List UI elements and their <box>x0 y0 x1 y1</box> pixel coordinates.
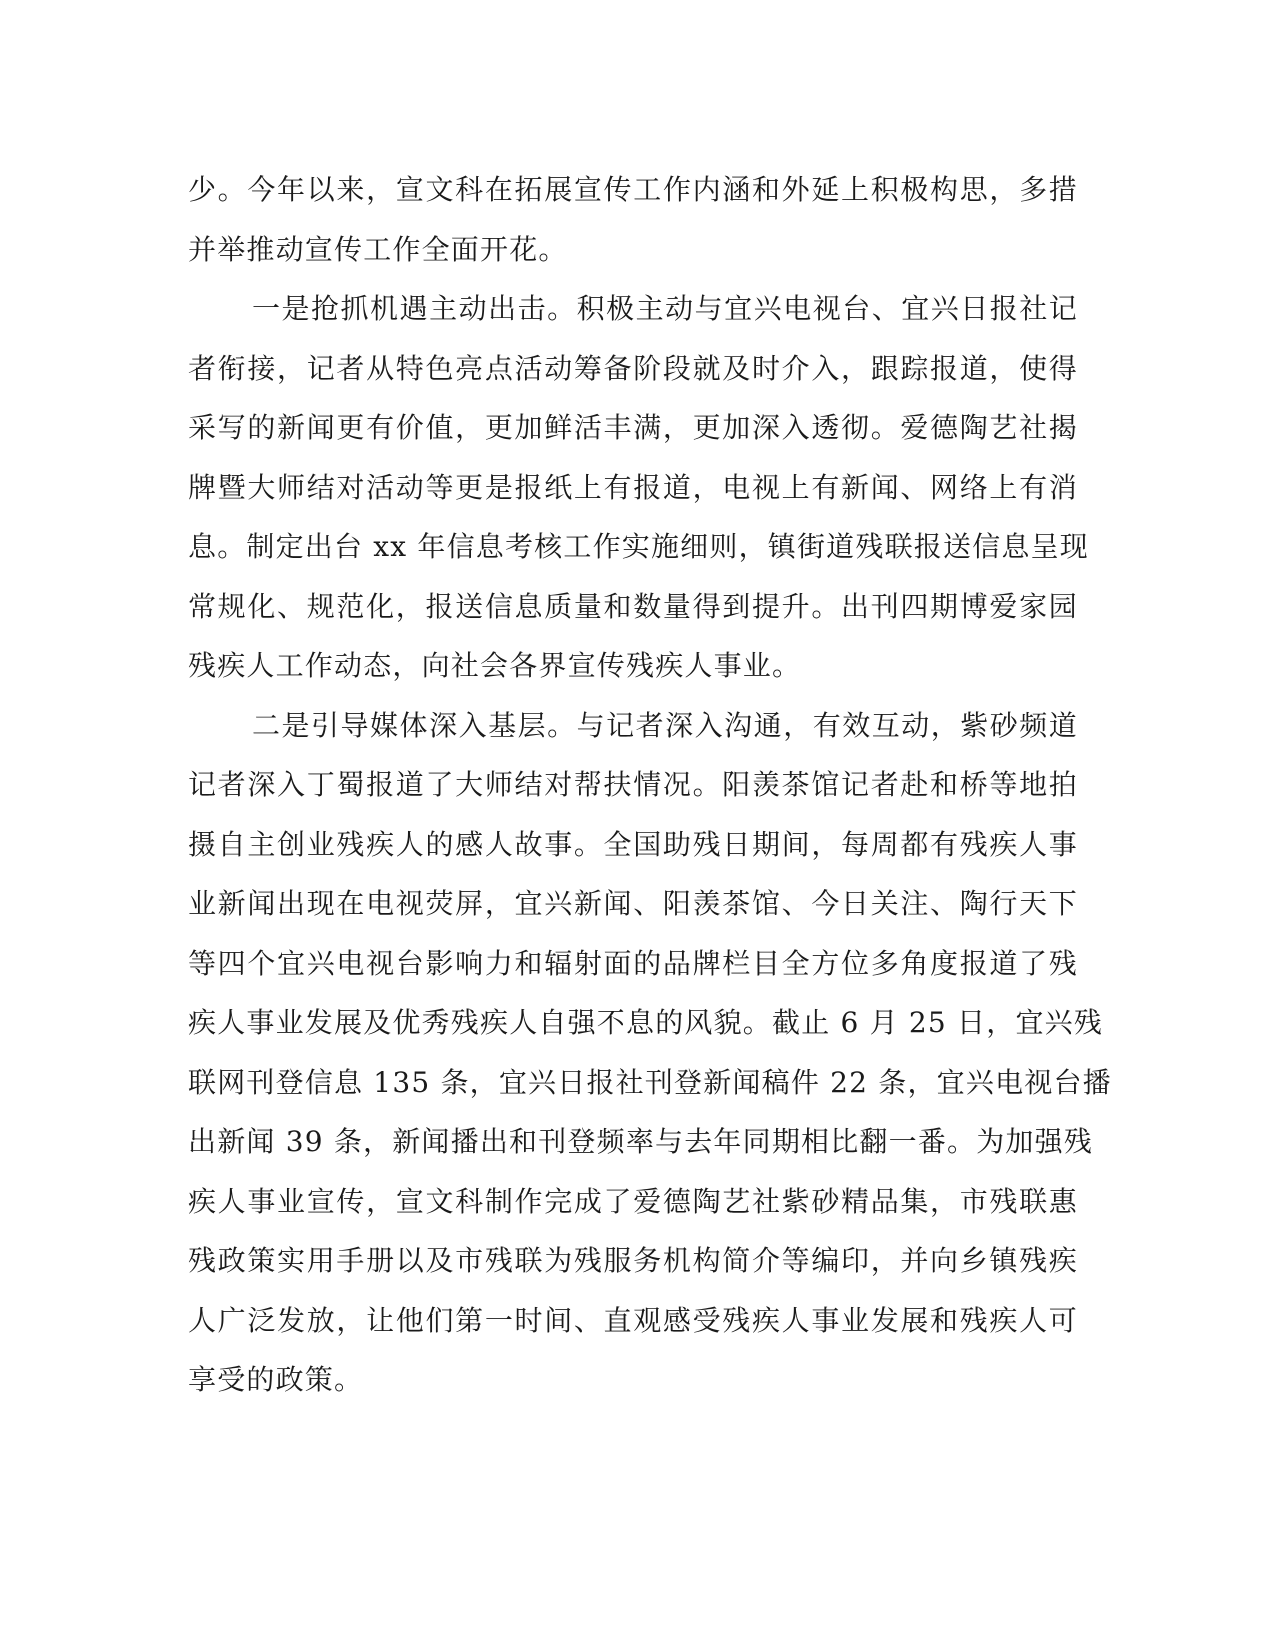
text-line: 联网刊登信息 135 条，宜兴日报社刊登新闻稿件 22 条，宜兴电视台播 <box>188 1065 1112 1099</box>
paragraph-intro <box>188 160 1078 279</box>
text-line: 息。制定出台 xx 年信息考核工作实施细则，镇街道残联报送信息呈现 <box>188 530 1089 563</box>
text-line: 残政策实用手册以及市残联为残服务机构简介等编印，并向乡镇残疾 <box>188 1244 1078 1277</box>
text-line: 二是引导媒体深入基层。与记者深入沟通，有效互动，紫砂频道 <box>252 708 1078 742</box>
text-line: 采写的新闻更有价值，更加鲜活丰满，更加深入透彻。爱德陶艺社揭 <box>188 411 1078 444</box>
text-line: 出新闻 39 条，新闻播出和刊登频率与去年同期相比翻一番。为加强残 <box>188 1125 1094 1158</box>
text-line: 享受的政策。 <box>188 1363 364 1396</box>
text-line: 并举推动宣传工作全面开花。 <box>188 232 568 266</box>
body-text <box>188 160 1112 1410</box>
text-line: 人广泛发放，让他们第一时间、直观感受残疾人事业发展和残疾人可 <box>188 1303 1078 1337</box>
text-line: 牌暨大师结对活动等更是报纸上有报道，电视上有新闻、网络上有消 <box>188 470 1078 504</box>
text-line: 疾人事业发展及优秀残疾人自强不息的风貌。截止 6 月 25 日，宜兴残 <box>188 1006 1104 1039</box>
text-line: 疾人事业宣传，宣文科制作完成了爱德陶艺社紫砂精品集，市残联惠 <box>188 1184 1078 1218</box>
text-line: 者衔接，记者从特色亮点活动筹备阶段就及时介入，跟踪报道，使得 <box>188 351 1078 385</box>
text-line: 记者深入丁蜀报道了大师结对帮扶情况。阳羡茶馆记者赴和桥等地拍 <box>188 768 1078 801</box>
text-line: 摄自主创业残疾人的感人故事。全国助残日期间，每周都有残疾人事 <box>188 827 1078 861</box>
text-line: 一是抢抓机遇主动出击。积极主动与宜兴电视台、宜兴日报社记 <box>252 292 1078 325</box>
text-line: 业新闻出现在电视荧屏，宜兴新闻、阳羡茶馆、今日关注、陶行天下 <box>188 887 1078 920</box>
paragraph-point-one <box>188 279 1089 696</box>
paragraph-point-two <box>188 696 1112 1410</box>
text-line: 等四个宜兴电视台影响力和辐射面的品牌栏目全方位多角度报道了残 <box>188 946 1078 980</box>
text-line: 少。今年以来，宣文科在拓展宣传工作内涵和外延上积极构思，多措 <box>188 173 1078 206</box>
text-line: 常规化、规范化，报送信息质量和数量得到提升。出刊四期博爱家园 <box>188 589 1078 623</box>
text-line: 残疾人工作动态，向社会各界宣传残疾人事业。 <box>188 649 802 682</box>
